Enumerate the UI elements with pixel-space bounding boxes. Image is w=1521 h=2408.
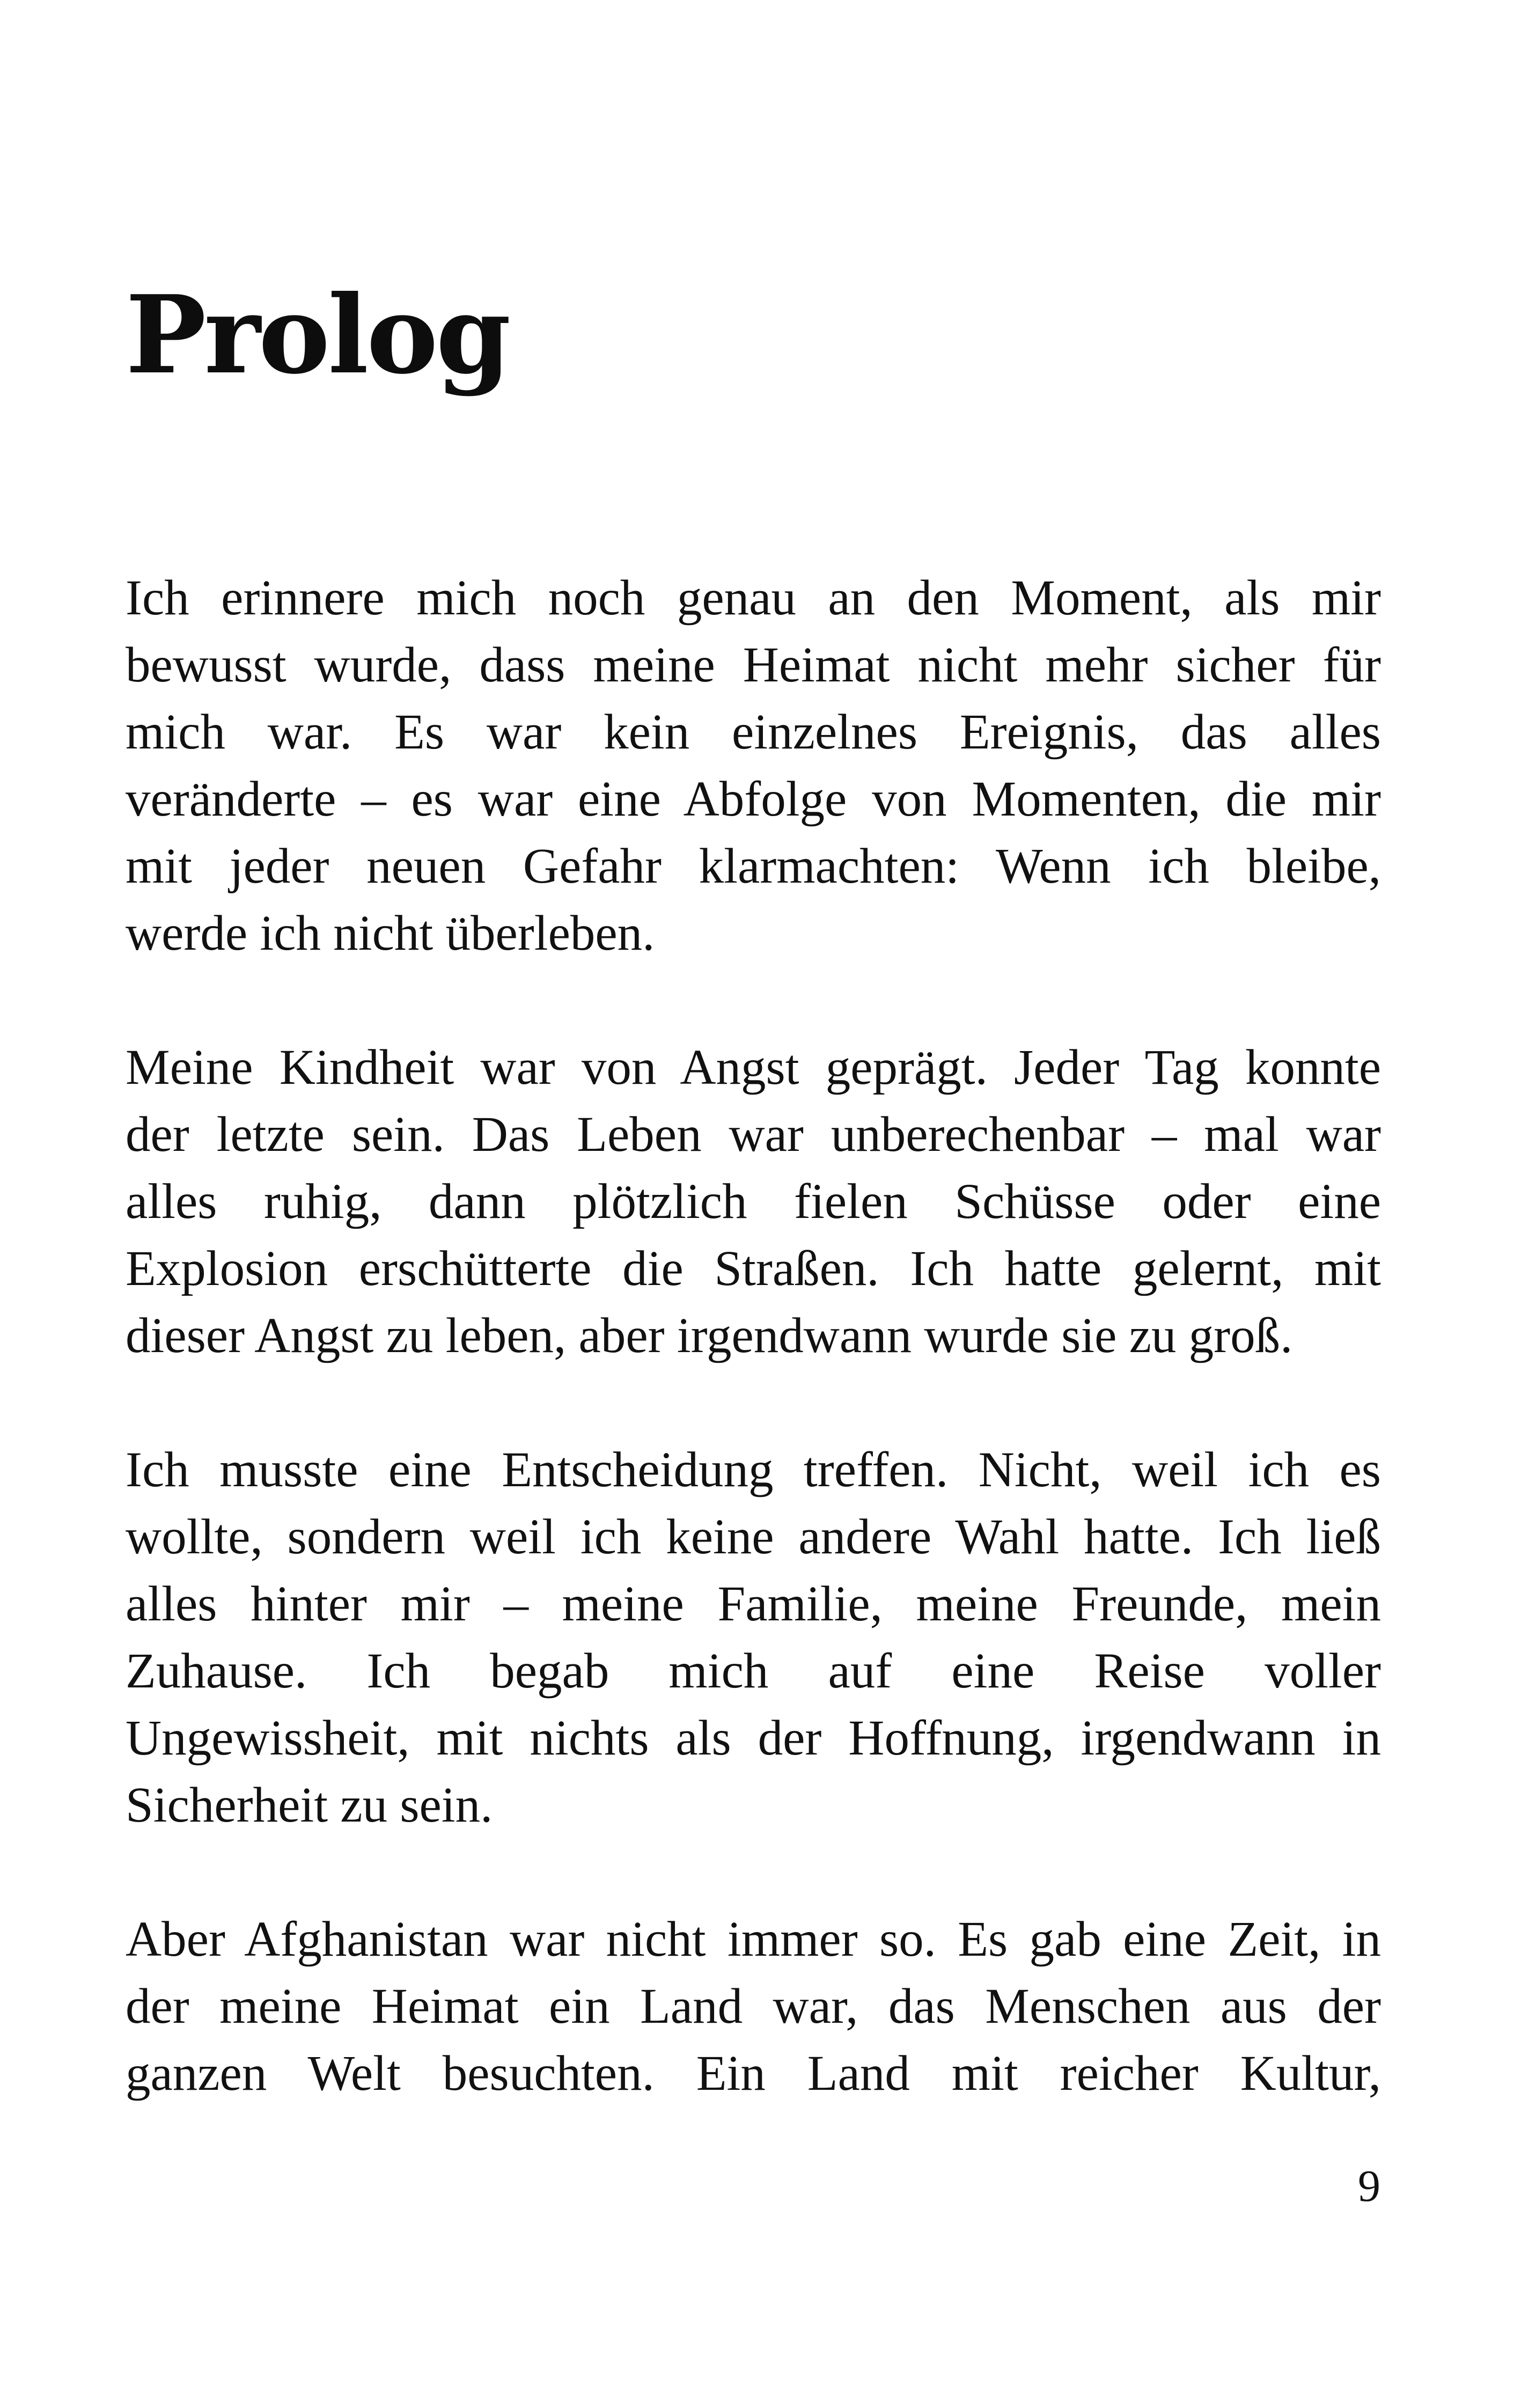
text-line: bewusst wurde, dass meine Heimat nicht mehr sicher für xyxy=(126,637,1381,693)
text-line: dieser Angst zu leben, aber irgendwann wurde sie zu groß. xyxy=(126,1308,1293,1363)
text-line: Meine Kindheit war von Angst geprägt. Jeder Tag konnte xyxy=(126,1040,1381,1095)
text-line: werde ich nicht überleben. xyxy=(126,906,655,961)
text-line: alles hinter mir – meine Familie, meine Freunde, mein xyxy=(126,1576,1381,1632)
paragraph-1 xyxy=(126,564,1381,967)
paragraph-3 xyxy=(126,1436,1381,1839)
text-line: Sicherheit zu sein. xyxy=(126,1778,493,1833)
text-line: Ungewissheit, mit nichts als der Hoffnung, irgendwann in xyxy=(126,1710,1381,1766)
text-line: veränderte – es war eine Abfolge von Momenten, die mir xyxy=(126,772,1381,827)
text-line: Zuhause. Ich begab mich auf eine Reise voller xyxy=(126,1643,1381,1699)
paragraph-2 xyxy=(126,1034,1381,1369)
text-line: der meine Heimat ein Land war, das Menschen aus der xyxy=(126,1979,1381,2034)
text-line: Explosion erschütterte die Straßen. Ich hatte gelernt, mit xyxy=(126,1241,1381,1296)
text-line: alles ruhig, dann plötzlich fielen Schüsse oder eine xyxy=(126,1174,1381,1229)
page-number: 9 xyxy=(1358,2161,1380,2211)
text-line: der letzte sein. Das Leben war unberechenbar – mal war xyxy=(126,1107,1381,1162)
chapter-title: Prolog xyxy=(126,272,509,398)
text-line: ganzen Welt besuchten. Ein Land mit reicher Kultur, xyxy=(126,2046,1381,2101)
text-line: Ich musste eine Entscheidung treffen. Nicht, weil ich es xyxy=(126,1442,1381,1497)
text-line: wollte, sondern weil ich keine andere Wahl hatte. Ich ließ xyxy=(126,1509,1381,1565)
text-line: Aber Afghanistan war nicht immer so. Es gab eine Zeit, in xyxy=(126,1912,1381,1967)
text-line: Ich erinnere mich noch genau an den Moment, als mir xyxy=(126,570,1381,626)
text-line: mich war. Es war kein einzelnes Ereignis, das alles xyxy=(126,704,1381,760)
text-line: mit jeder neuen Gefahr klarmachten: Wenn ich bleibe, xyxy=(126,839,1381,894)
paragraph-4 xyxy=(126,1906,1381,2107)
body-text xyxy=(126,564,1381,2174)
